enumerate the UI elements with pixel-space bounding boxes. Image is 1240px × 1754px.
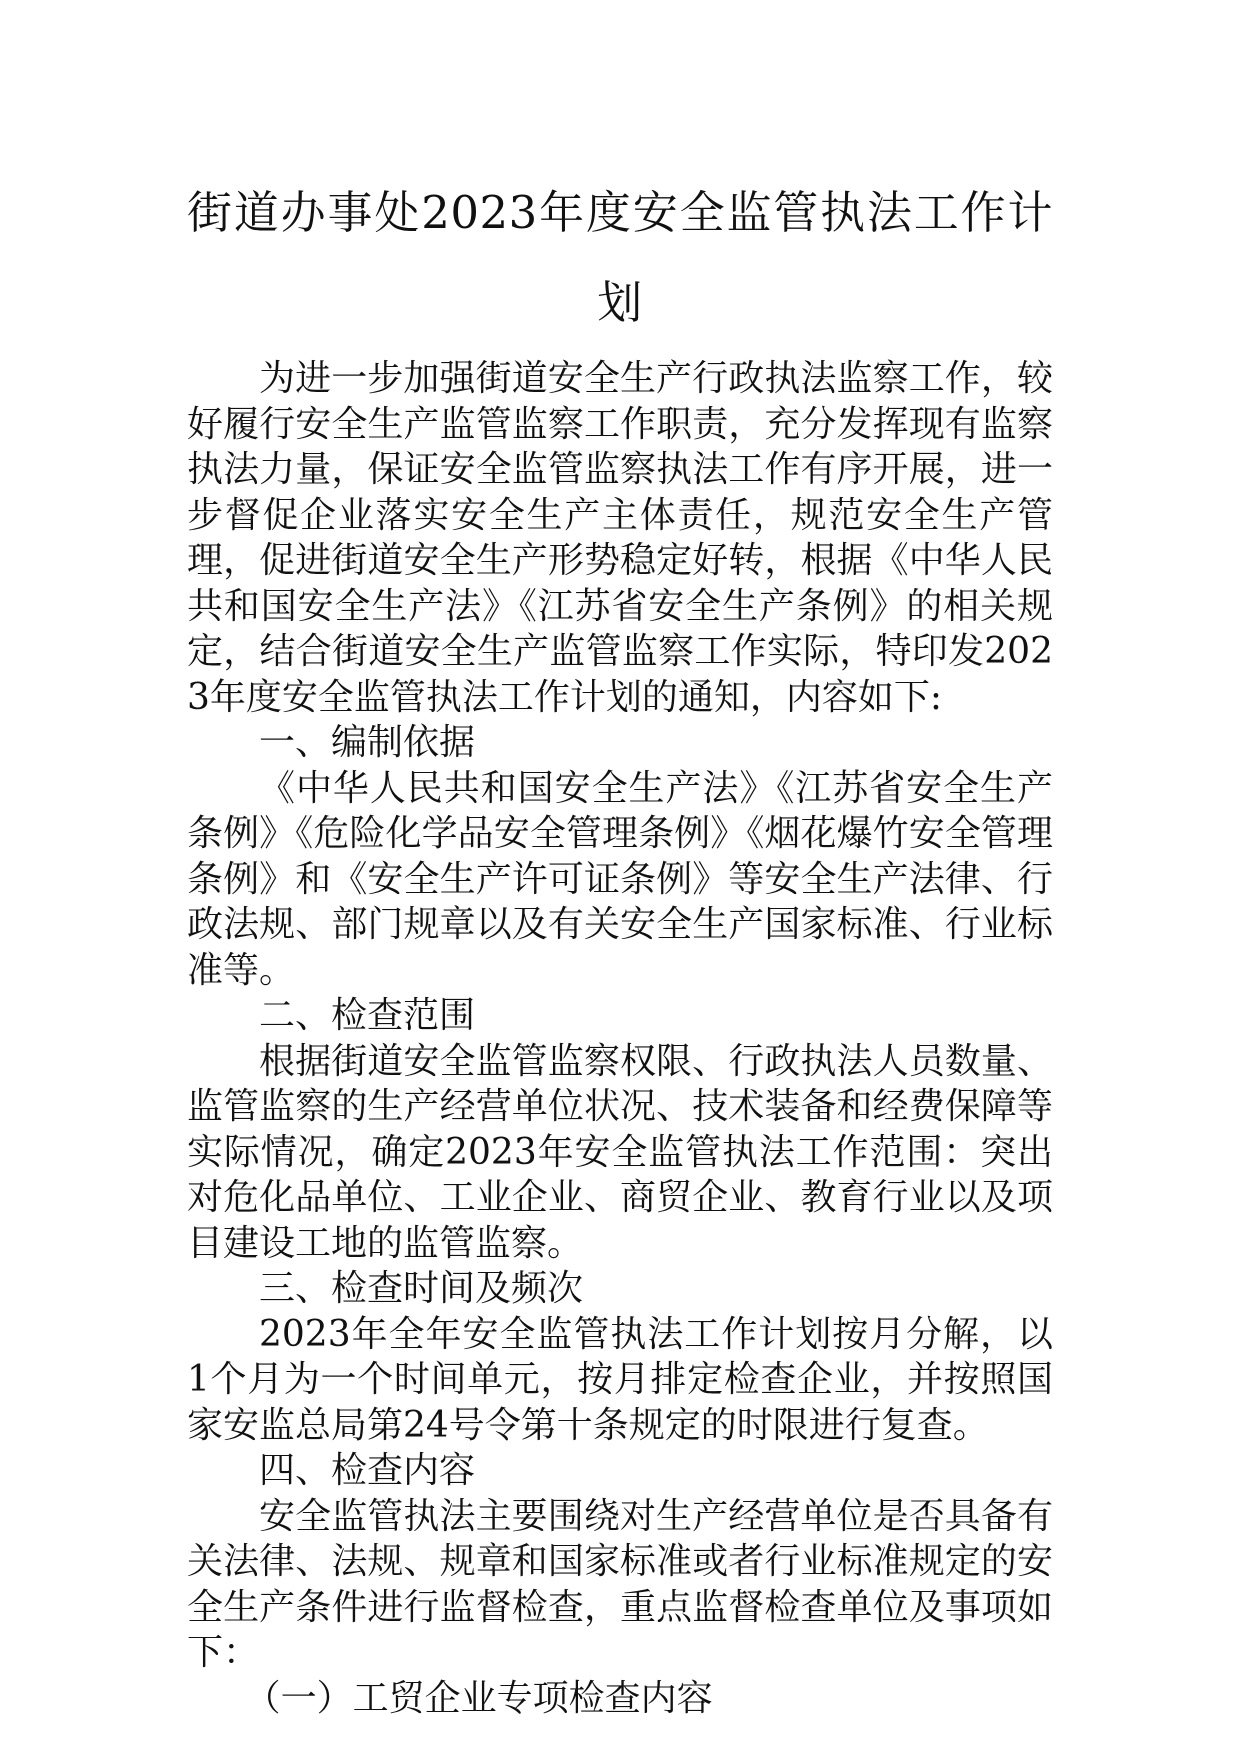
section-heading-schedule: 三、检查时间及频次 [259, 1268, 584, 1309]
section-heading-content: 四、检查内容 [259, 1450, 476, 1491]
section-text-schedule: 2023年全年安全监管执法工作计划按月分解，以1个月为一个时间单元，按月排定检查企业，并按照国家安监总局第24号令第十条规定的时限进行复查。 [187, 1313, 1053, 1446]
section-heading-basis: 一、编制依据 [259, 722, 476, 763]
section-text-basis: 《中华人民共和国安全生产法》《江苏省安全生产条例》《危险化学品安全管理条例》《烟花爆竹安全管理条例》和《安全生产许可证条例》等安全生产法律、行政法规、部门规章以及有关安全生产国家标准、行业标准等。 [187, 767, 1053, 991]
intro-paragraph: 为进一步加强街道安全生产行政执法监察工作，较好履行安全生产监管监察工作职责，充分发挥现有监察执法力量，保证安全监管监察执法工作有序开展，进一步督促企业落实安全生产主体责任，规范安全生产管理，促进街道安全生产形势稳定好转，根据《中华人民共和国安全生产法》《江苏省安全生产条例》的相关规定，结合街道安全生产监管监察工作实际，特印发2023年度安全监管执法工作计划的通知，内容如下: [187, 358, 1053, 718]
document-page [187, 0, 1053, 1721]
document-body [187, 356, 1053, 1721]
section-text-content: 安全监管执法主要围绕对生产经营单位是否具备有关法律、法规、规章和国家标准或者行业标准规定的安全生产条件进行监督检查，重点监督检查单位及事项如下： [187, 1495, 1053, 1673]
subsection-heading: （一）工贸企业专项检查内容 [244, 1677, 713, 1719]
section-text-scope: 根据街道安全监管监察权限、行政执法人员数量、监管监察的生产经营单位状况、技术装备和经费保障等实际情况，确定2023年安全监管执法工作范围：突出对危化品单位、工业企业、商贸企业、教育行业以及项目建设工地的监管监察。 [187, 1040, 1053, 1264]
document-title: 街道办事处2023年度安全监管执法工作计划 [187, 186, 1053, 329]
section-heading-scope: 二、检查范围 [259, 995, 476, 1036]
